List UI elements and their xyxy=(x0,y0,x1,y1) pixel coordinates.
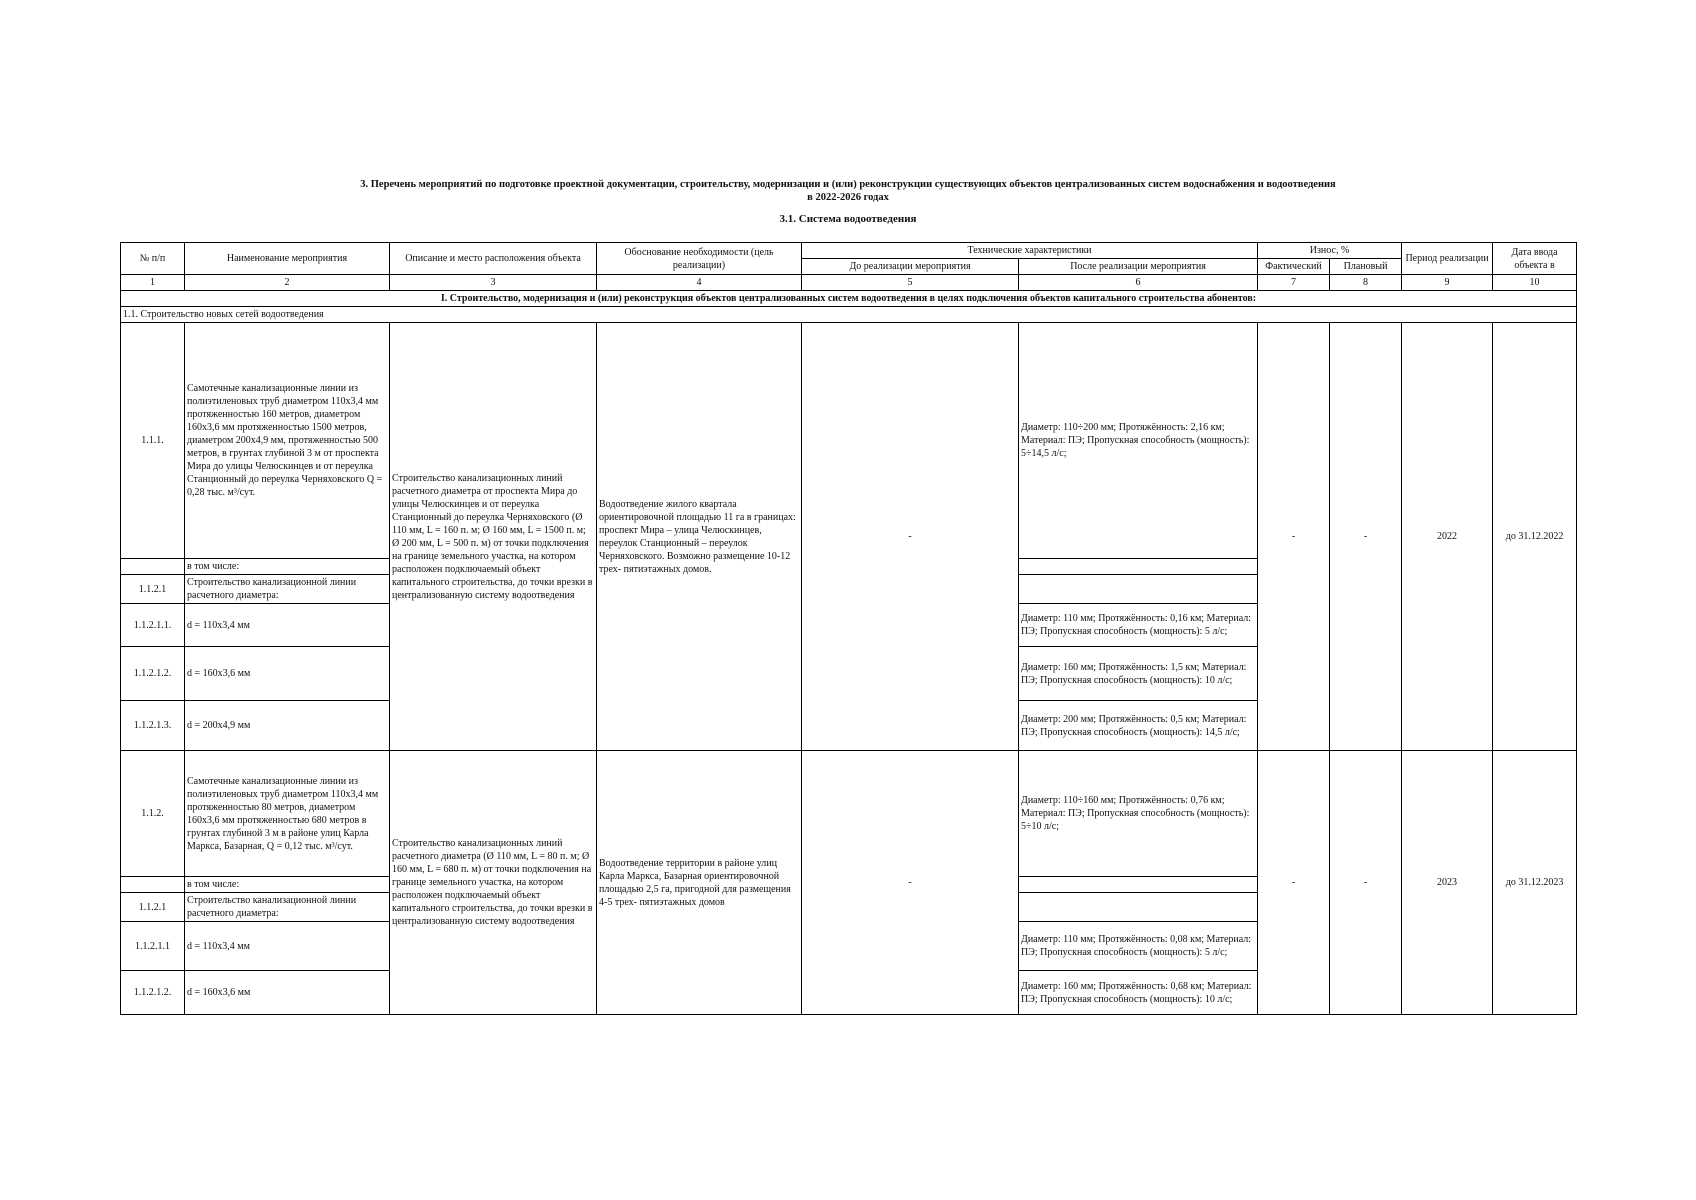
row-num: 1.1.1. xyxy=(121,323,185,559)
col-number: 4 xyxy=(597,275,802,291)
row-after xyxy=(1019,575,1258,604)
row-num: 1.1.2.1.3. xyxy=(121,701,185,751)
row-num: 1.1.2.1.2. xyxy=(121,971,185,1015)
row-desc: Строительство канализационных линий расчетного диаметра от проспекта Мира до улицы Челюскинцев и от переулка Станционный до переулка Черняховского (Ø 110 мм, L = 160 п. м; Ø 160 мм, L = 1500 п. м; Ø 200 мм, L = 500 п. м) от точки подключения на границе земельного участка, на котором расположен подключаемый объект капитального строительства, до точки врезки в централизованную систему водоотведения xyxy=(390,323,597,751)
row-name: Самотечные канализационные линии из полиэтиленовых труб диаметром 110х3,4 мм протяженностью 160 метров, диаметром 160х3,6 мм протяженностью 1500 метров, диаметром 200х4,9 мм, протяженностью 500 метров, в грунтах глубиной 3 м от проспекта Мира до улицы Челюскинцев и от переулка Станционный до переулка Черняховского Q = 0,28 тыс. м³/сут. xyxy=(185,323,390,559)
row-wear-fact: - xyxy=(1258,751,1330,1015)
header-reason: Обоснование необходимости (цель реализации) xyxy=(597,243,802,275)
row-num: 1.1.2.1.2. xyxy=(121,647,185,701)
col-number: 9 xyxy=(1402,275,1493,291)
table-row xyxy=(121,751,1577,877)
col-number: 7 xyxy=(1258,275,1330,291)
header-num: № п/п xyxy=(121,243,185,275)
row-num: 1.1.2. xyxy=(121,751,185,877)
row-num xyxy=(121,559,185,575)
header-tech: Технические характеристики xyxy=(802,243,1258,259)
row-name: Строительство канализационной линии расчетного диаметра: xyxy=(185,893,390,922)
header-date: Дата ввода объекта в xyxy=(1493,243,1577,275)
col-number: 8 xyxy=(1330,275,1402,291)
row-name: d = 110х3,4 мм xyxy=(185,604,390,647)
header-wear-fact: Фактический xyxy=(1258,259,1330,275)
row-including: в том числе: xyxy=(185,877,390,893)
row-num: 1.1.2.1.1 xyxy=(121,922,185,971)
row-name: d = 160х3,6 мм xyxy=(185,971,390,1015)
row-including: в том числе: xyxy=(185,559,390,575)
row-name: d = 160х3,6 мм xyxy=(185,647,390,701)
row-after: Диаметр: 200 мм; Протяжённость: 0,5 км; Материал: ПЭ; Пропускная способность (мощность): 14,5 л/с; xyxy=(1019,701,1258,751)
row-num: 1.1.2.1 xyxy=(121,893,185,922)
row-after: Диаметр: 160 мм; Протяжённость: 0,68 км; Материал: ПЭ; Пропускная способность (мощность): 10 л/с; xyxy=(1019,971,1258,1015)
row-wear-plan: - xyxy=(1330,751,1402,1015)
row-num xyxy=(121,877,185,893)
row-after: Диаметр: 110 мм; Протяжённость: 0,08 км; Материал: ПЭ; Пропускная способность (мощность): 5 л/с; xyxy=(1019,922,1258,971)
row-after xyxy=(1019,559,1258,575)
row-num: 1.1.2.1.1. xyxy=(121,604,185,647)
document-title-years: в 2022-2026 годах xyxy=(807,192,889,203)
row-after: Диаметр: 110 мм; Протяжённость: 0,16 км; Материал: ПЭ; Пропускная способность (мощность): 5 л/с; xyxy=(1019,604,1258,647)
section-row: I. Строительство, модернизация и (или) реконструкция объектов централизованных систем водоотведения в целях подключения объектов капитального строительства абонентов: xyxy=(121,291,1577,307)
row-reason: Водоотведение жилого квартала ориентировочной площадью 11 га в границах: проспект Мира – улица Челюскинцев, переулок Станционный – переулок Черняховского. Возможно размещение 10-12 трех- пятиэтажных домов. xyxy=(597,323,802,751)
row-name: Строительство канализационной линии расчетного диаметра: xyxy=(185,575,390,604)
row-after xyxy=(1019,877,1258,893)
row-reason: Водоотведение территории в районе улиц Карла Маркса, Базарная ориентировочной площадью 2,5 га, пригодной для размещения 4-5 трех- пятиэтажных домов xyxy=(597,751,802,1015)
row-after xyxy=(1019,893,1258,922)
row-after: Диаметр: 110÷160 мм; Протяжённость: 0,76 км; Материал: ПЭ; Пропускная способность (мощность): 5÷10 л/с; xyxy=(1019,751,1258,877)
col-number: 5 xyxy=(802,275,1019,291)
row-name: Самотечные канализационные линии из полиэтиленовых труб диаметром 110х3,4 мм протяженностью 80 метров, диаметром 160х3,6 мм протяженностью 680 метров в грунтах глубиной 3 м в районе улиц Карла Маркса, Базарная, Q = 0,12 тыс. м³/сут. xyxy=(185,751,390,877)
row-name: d = 110х3,4 мм xyxy=(185,922,390,971)
measures-table xyxy=(120,242,1577,1015)
subsection-row: 1.1. Строительство новых сетей водоотведения xyxy=(121,307,1577,323)
row-name: d = 200х4,9 мм xyxy=(185,701,390,751)
row-date: до 31.12.2023 xyxy=(1493,751,1577,1015)
row-date: до 31.12.2022 xyxy=(1493,323,1577,751)
col-number: 3 xyxy=(390,275,597,291)
document-title: 3. Перечень мероприятий по подготовке проектной документации, строительству, модернизации и (или) реконструкции существующих объектов централизованных систем водоснабжения и водоотведения xyxy=(360,179,1336,190)
row-desc: Строительство канализационных линий расчетного диаметра (Ø 110 мм, L = 80 п. м; Ø 160 мм, L = 680 п. м) от точки подключения на границе земельного участка, на котором расположен подключаемый объект капитального строительства, до точки врезки в централизованную систему водоотведения xyxy=(390,751,597,1015)
header-wear-plan: Плановый xyxy=(1330,259,1402,275)
row-before: - xyxy=(802,323,1019,751)
header-tech-after: После реализации мероприятия xyxy=(1019,259,1258,275)
column-number-row xyxy=(121,275,1577,291)
header-period: Период реализации xyxy=(1402,243,1493,275)
col-number: 10 xyxy=(1493,275,1577,291)
row-num: 1.1.2.1 xyxy=(121,575,185,604)
col-number: 1 xyxy=(121,275,185,291)
row-before: - xyxy=(802,751,1019,1015)
col-number: 6 xyxy=(1019,275,1258,291)
row-wear-fact: - xyxy=(1258,323,1330,751)
row-wear-plan: - xyxy=(1330,323,1402,751)
row-after: Диаметр: 110÷200 мм; Протяжённость: 2,16 км; Материал: ПЭ; Пропускная способность (мощность): 5÷14,5 л/с; xyxy=(1019,323,1258,559)
header-wear: Износ, % xyxy=(1258,243,1402,259)
header-desc: Описание и место расположения объекта xyxy=(390,243,597,275)
row-period: 2022 xyxy=(1402,323,1493,751)
table-row xyxy=(121,323,1577,559)
header-tech-before: До реализации мероприятия xyxy=(802,259,1019,275)
row-after: Диаметр: 160 мм; Протяжённость: 1,5 км; Материал: ПЭ; Пропускная способность (мощность): 10 л/с; xyxy=(1019,647,1258,701)
header-name: Наименование мероприятия xyxy=(185,243,390,275)
section-subtitle: 3.1. Система водоотведения xyxy=(779,213,917,225)
col-number: 2 xyxy=(185,275,390,291)
row-period: 2023 xyxy=(1402,751,1493,1015)
